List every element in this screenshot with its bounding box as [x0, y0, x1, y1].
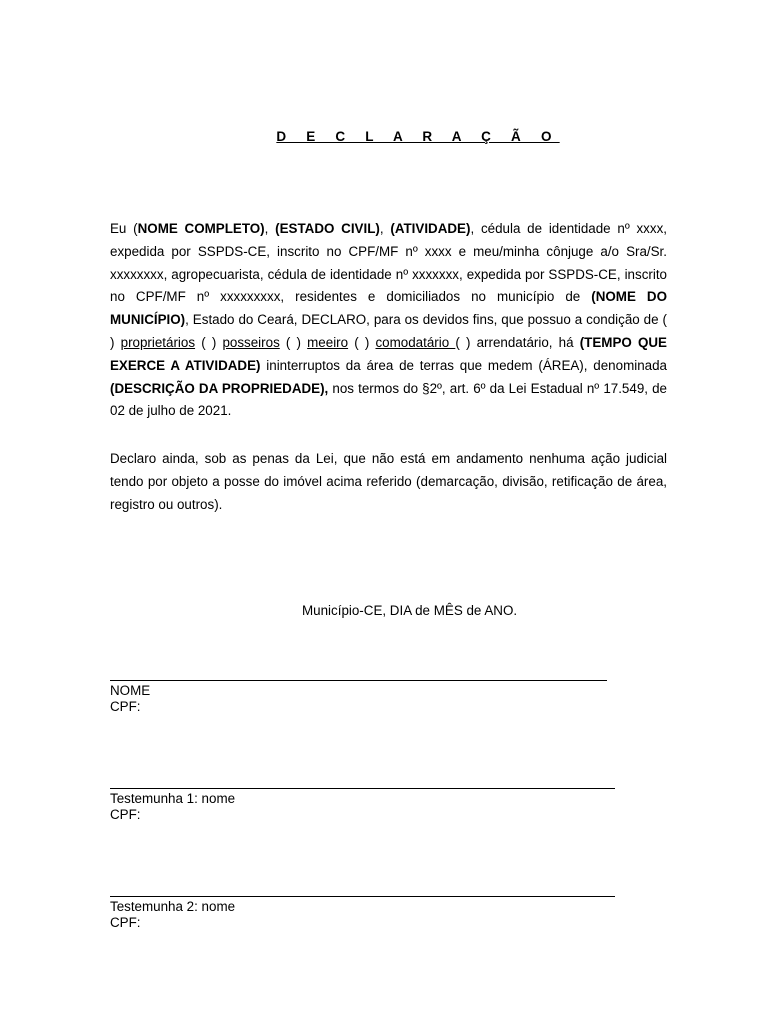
option-meeiro: meeiro [307, 334, 349, 350]
signature-name: Testemunha 1: nome [110, 791, 236, 806]
text-segment: , Estado do Ceará, DECLARO, para os devidos fins, que possuo a condição de ( ) [110, 312, 667, 350]
signature-cpf: CPF: [110, 698, 141, 714]
text-segment: ( ) [279, 334, 308, 350]
text-segment: , [264, 221, 276, 236]
placeholder-property-description: (DESCRIÇÃO DA PROPRIEDADE), [110, 380, 329, 396]
signature-line [110, 896, 615, 897]
text-segment: ( ) [195, 334, 223, 350]
text-segment: , [379, 221, 391, 236]
placeholder-activity: (ATIVIDADE) [390, 221, 471, 236]
declaration-paragraph [110, 218, 667, 423]
signature-line [110, 788, 615, 789]
placeholder-marital-status: (ESTADO CIVIL) [275, 221, 380, 236]
text-segment: ( ) [348, 334, 376, 350]
signature-cpf: CPF: [110, 806, 141, 822]
option-posseiros: posseiros [222, 334, 280, 350]
signature-block-declarant [110, 680, 607, 714]
signature-name: Testemunha 2: nome [110, 899, 236, 914]
date-line: Município-CE, DIA de MÊS de ANO. [302, 603, 518, 618]
declaration-paragraph-2: Declaro ainda, sob as penas da Lei, que não está em andamento nenhuma ação judicial tendo por objeto a posse do imóvel acima referido (demarcação, divisão, retificação de área, registro ou outros). [110, 451, 667, 512]
option-comodatario: comodatário [375, 334, 456, 350]
text-segment: nos termos do §2º, art. 6º da Lei Estadual nº 17.549, de 02 de julho de 2021. [110, 380, 667, 419]
document-title: D E C L A R A Ç Ã O [276, 129, 560, 144]
placeholder-activity-time: (TEMPO QUE EXERCE A ATIVIDADE) [110, 334, 667, 373]
signature-block-witness-1 [110, 788, 615, 822]
signature-name: NOME [110, 683, 151, 698]
signature-line [110, 680, 607, 681]
placeholder-full-name: NOME COMPLETO) [137, 221, 265, 236]
option-proprietarios: proprietários [120, 334, 196, 350]
text-segment: Eu ( [110, 221, 138, 236]
text-segment: ininterruptos da área de terras que medem (ÁREA), denominada [260, 357, 667, 373]
text-segment: ( ) arrendatário, há [455, 334, 580, 350]
signature-cpf: CPF: [110, 914, 141, 930]
placeholder-municipality: (NOME DO MUNICÍPIO) [110, 289, 668, 328]
text-segment: , cédula de identidade nº xxxx, expedida por SSPDS-CE, inscrito no CPF/MF nº xxxx e meu/minha cônjuge a/o Sra/Sr. xxxxxxxx, agropecuarista, cédula de identidade nº xxxxxxx, expedida por SSPDS-CE, inscrito no CPF/MF nº xxxxxxxxx, residentes e domiciliados no município de [110, 221, 667, 305]
signature-block-witness-2 [110, 896, 615, 930]
